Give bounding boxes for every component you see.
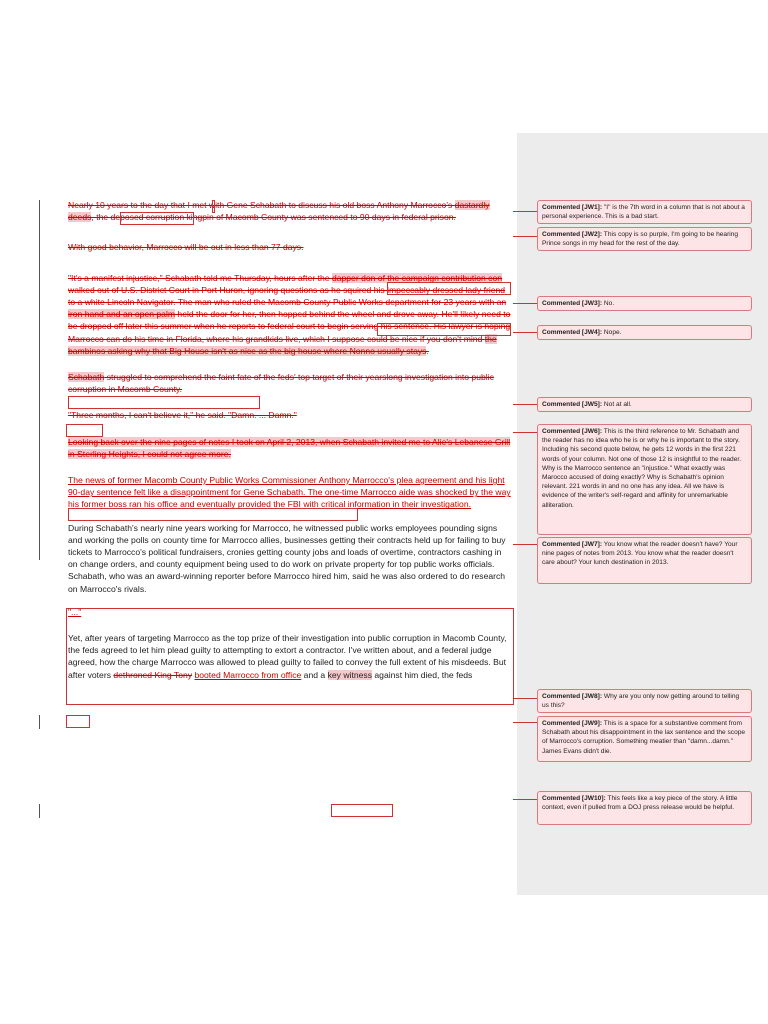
text-segment: walked out of U.S. District Court in Port Huron, ignoring questions as he squired his impeccably dressed lady friend to a white Lincoln Navigator. The man who ruled the Macomb County Public Works department for 23 years with an [68, 284, 507, 308]
text-segment: against him died, the feds [372, 669, 473, 680]
text-segment: . [426, 345, 429, 356]
comment-text: This feels like a key piece of the story. A little context, even if pulled from a DOJ press release would be helpful. [542, 795, 738, 812]
comment-label: Commented [JW3]: [542, 300, 603, 307]
paragraph-9 [68, 606, 512, 618]
comment-label: Commented [JW7]: [542, 541, 603, 548]
change-bar [39, 200, 40, 560]
comment-text: No. [602, 300, 615, 307]
text-segment: and a [301, 669, 328, 680]
change-bar [39, 715, 40, 729]
comment-label: Commented [JW10]: [542, 795, 606, 802]
text-segment: dapper don of the campaign contribution con [331, 272, 503, 283]
document-body [68, 199, 512, 681]
comment-label: Commented [JW2]: [542, 231, 603, 238]
paragraph-2 [68, 241, 512, 253]
comment-leader-line [513, 332, 537, 333]
text-segment: Looking back over the nine pages of notes I took on April 2, 2013, when Schabath invited me to Alie's Lebanese Grill in Sterling Heights, I could not agree more. [68, 436, 511, 459]
comment-leader-line [513, 799, 537, 800]
comment-jw9[interactable] [537, 716, 752, 762]
comment-jw10[interactable] [537, 791, 752, 825]
text-segment: Nearly 10 years to the day that [68, 200, 188, 210]
paragraph-1 [68, 199, 512, 223]
comment-jw5[interactable] [537, 397, 752, 412]
comment-jw8[interactable] [537, 689, 752, 713]
comment-leader-line [513, 722, 537, 723]
comment-text: "I" is the 7th word in a column that is not about a personal experience. This is a bad start. [542, 204, 745, 221]
comment-text: You know what the reader doesn't have? Your nine pages of notes from 2013. You know what the reader doesn't care about? Your lunch destination in 2013. [542, 541, 738, 567]
paragraph-7 [68, 474, 512, 511]
text-segment: of Macomb County was sentenced to 90 days in federal prison. [216, 212, 456, 223]
text-segment: the bambinos asking why that Big House isn't as nice as the big house where Nonno usually stays [68, 333, 497, 356]
comment-text: This copy is so purple, I'm going to be hearing Prince songs in my head for the rest of the day. [542, 231, 739, 248]
comment-leader-line [513, 404, 537, 405]
text-segment: , the deposed corruption kingpin [91, 212, 217, 223]
text-segment: "Three months, I can't believe it," he said. "Damn. ... Damn." [68, 410, 297, 421]
comment-text: This is the third reference to Mr. Schabath and the reader has no idea who he is or why he is important to the story. Including his second quote below, he gets 12 words in the first 221 words of your column. Not one of those 12 is insightful to the reader. Why is the Marrocco sentence an "injustice." What exactly was Marocco accused of doing exactly? Why is Schabath's opinion relevant. 221 words in and no one has any idea. All we have is evidence of the writer's self-regard and affinity for unremarkable alliteration. [542, 428, 742, 509]
comment-leader-line [513, 698, 537, 699]
comment-text: Why are you only now getting around to telling us this? [542, 693, 740, 710]
comment-leader-line [513, 303, 537, 304]
text-segment: "It's a manifest injustice," Schabath told me Thursday, hours after the [68, 272, 332, 283]
text-segment: held the door for her, then hopped behind the wheel and drove away. He'll likely need to be dropped off later this summer when he reports to federal court to begin serving his sentence. His lawyer is hoping Marrocco can do his time in Florida, where his grandkids live, which I suppose could be nice if you don't mind [68, 309, 511, 344]
text-segment: dastardly deeds [68, 200, 490, 223]
paragraph-8 [68, 522, 512, 595]
comment-anchor [66, 715, 90, 728]
paragraph-5 [68, 409, 512, 421]
comment-label: Commented [JW8]: [542, 693, 603, 700]
comment-leader-line [513, 432, 537, 433]
comment-label: Commented [JW5]: [542, 401, 603, 408]
comment-jw7[interactable] [537, 537, 752, 584]
comment-anchor [331, 804, 393, 817]
paragraph-10 [68, 632, 512, 681]
comment-text: Nope. [602, 329, 622, 336]
comment-label: Commented [JW1]: [542, 204, 603, 211]
comment-label: Commented [JW6]: [542, 428, 603, 435]
comment-leader-line [513, 211, 537, 212]
comment-text: This is a space for a substantive comment from Schabath about his disappointment in the lax sentence and the scope of Marrocco's corruption. Something meatier than "damn...damn." James Evans didn't die. [542, 720, 746, 755]
text-segment: I [187, 200, 190, 210]
text-segment: met with Gene Schabath to discuss his old boss Anthony Marrocco's [189, 200, 455, 210]
comment-leader-line [513, 236, 537, 237]
text-segment: key witness [327, 669, 372, 680]
text-segment: iron hand and an open palm [68, 309, 176, 320]
paragraph-3 [68, 272, 512, 357]
text-segment: Schabath [68, 372, 105, 383]
paragraph-6 [68, 436, 512, 460]
comment-jw1[interactable] [537, 200, 752, 224]
paragraph-4 [68, 371, 512, 395]
text-segment: The news of former Macomb County Public Works Commissioner Anthony Marrocco's plea agreement and his light 90-day sentence felt like a disappointment for Gene Schabath. The one-time Marrocco aide was shocked by the way his former boss ran his office and eventually provided the FBI with critical information in their investigation. [68, 475, 511, 510]
comment-text: Not at all. [602, 401, 632, 408]
comment-jw3[interactable] [537, 296, 752, 311]
comment-jw2[interactable] [537, 227, 752, 251]
comment-label: Commented [JW9]: [542, 720, 603, 727]
comment-leader-line [513, 544, 537, 545]
comment-label: Commented [JW4]: [542, 329, 603, 336]
change-bar [39, 804, 40, 818]
comment-jw6[interactable] [537, 424, 752, 535]
text-segment: dethroned King Tony [113, 669, 193, 680]
text-segment: "..." [68, 606, 82, 617]
text-segment: Yet, after years of targeting Marrocco as the top prize of their investigation into public corruption in Macomb County, the feds agreed to let him plead guilty to attempting to extort a contractor. I've written about, and a federal judge agreed, how the charge Marrocco was allowed to plead guilty to failed to convey the full extent of his misdeeds. But after voters [68, 633, 507, 680]
text-segment: booted Marrocco from office [194, 669, 302, 680]
text-segment: During Schabath's nearly nine years working for Marrocco, he witnessed public works employees pounding signs and working the polls on county time for Marrocco allies, businesses getting their contracts held up for failing to buy tickets to Marrocco's political fundraisers, cronies getting county jobs and loads of overtime, contractors cashing in on change orders, and county equipment being used to do work on private property for top public works officials. Schabath, who was an award-winning reporter before Marrocco hired him, said he was also ordered to do research on Marrocco's rivals. [68, 522, 506, 594]
text-segment: struggled to comprehend the faint fate of the feds' top target of their yearslong investigation into public corruption in Macomb County. [68, 372, 494, 395]
comment-jw4[interactable] [537, 325, 752, 340]
text-segment: With good behavior, Marrocco will be out in less than 77 days. [68, 242, 304, 253]
